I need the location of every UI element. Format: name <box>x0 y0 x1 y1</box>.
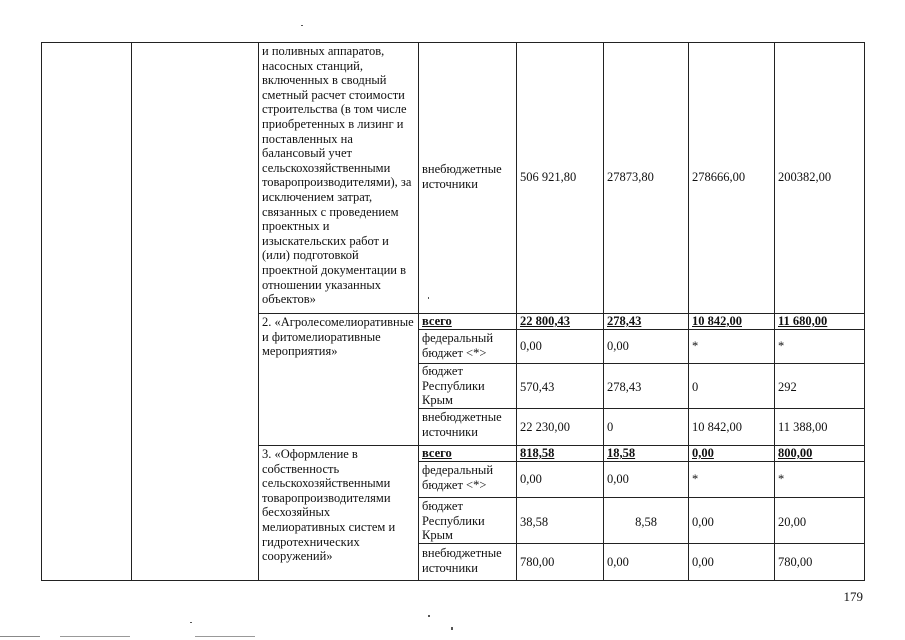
value-year-1: 8,58 <box>635 515 657 529</box>
table-border <box>131 42 132 581</box>
value-total: 0,00 <box>520 472 542 486</box>
value-year-3: * <box>778 472 785 486</box>
value-total: 570,43 <box>520 380 555 394</box>
value-year-3: 292 <box>778 380 797 394</box>
funding-source: федеральный бюджет <*> <box>422 331 494 360</box>
table-border <box>418 408 865 409</box>
value-year-1: 0 <box>607 420 614 434</box>
table-border <box>418 461 865 462</box>
value-total: 506 921,80 <box>520 170 577 184</box>
value-year-1: 27873,80 <box>607 170 654 184</box>
activity-title: 3. «Оформление в собственность сельскохозяйственными товаропроизводителями бесхозяйных мелиоративных систем и гидротехнических сооружений» <box>262 447 396 564</box>
value-year-3: * <box>778 339 785 353</box>
value-total: 22 230,00 <box>520 420 570 434</box>
value-total: 780,00 <box>520 555 555 569</box>
value-year-2: * <box>692 472 699 486</box>
table-border <box>418 543 865 544</box>
scan-speck <box>0 636 40 637</box>
value-year-2: 0,00 <box>692 446 714 460</box>
value-year-2: 278666,00 <box>692 170 746 184</box>
scan-speck <box>60 636 130 637</box>
value-year-3: 800,00 <box>778 446 813 460</box>
scan-speck <box>451 627 453 630</box>
value-year-1: 278,43 <box>607 314 642 328</box>
funding-source: внебюджетные источники <box>422 162 502 191</box>
table-border <box>516 42 517 581</box>
table-border <box>688 42 689 581</box>
table-border <box>603 42 604 581</box>
value-year-1: 0,00 <box>607 339 629 353</box>
funding-source: внебюджетные источники <box>422 546 502 575</box>
value-year-2: 0,00 <box>692 515 714 529</box>
table-border <box>418 329 865 330</box>
table-border <box>41 580 865 581</box>
value-year-2: * <box>692 339 699 353</box>
value-year-3: 780,00 <box>778 555 813 569</box>
value-year-1: 278,43 <box>607 380 642 394</box>
value-year-1: 0,00 <box>607 472 629 486</box>
value-total: 22 800,43 <box>520 314 570 328</box>
funding-source: бюджет Республики Крым <box>422 364 485 408</box>
value-year-2: 10 842,00 <box>692 420 742 434</box>
scan-speck <box>301 25 303 26</box>
value-year-2: 0,00 <box>692 555 714 569</box>
activity-description: и поливных аппаратов, насосных станций, включенных в сводный сметный расчет стоимости строительства (в том числе приобретенных в лизинг и поставленных на балансовый учет сельскохозяйственными товаропроизводителями), за исключением затрат, связанных с проведением проектных и изыскательских работ и (или) подготовкой проектной документации в отношении указанных объектов» <box>262 44 412 307</box>
table-border <box>864 42 865 581</box>
value-year-1: 0,00 <box>607 555 629 569</box>
activity-title: 2. «Агролесомелиоративные и фитомелиоративные мероприятия» <box>262 315 414 359</box>
value-year-2: 10 842,00 <box>692 314 742 328</box>
value-total: 818,58 <box>520 446 555 460</box>
value-total: 0,00 <box>520 339 542 353</box>
value-total: 38,58 <box>520 515 549 529</box>
table-border <box>41 42 42 581</box>
table-border <box>418 497 865 498</box>
funding-source: внебюджетные источники <box>422 410 502 439</box>
table-border <box>774 42 775 581</box>
value-year-3: 20,00 <box>778 515 807 529</box>
value-year-2: 0 <box>692 380 699 394</box>
funding-source: всего <box>422 446 452 460</box>
value-year-3: 200382,00 <box>778 170 832 184</box>
scan-speck <box>428 297 429 299</box>
scan-speck <box>195 636 255 637</box>
page-number: 179 <box>843 589 863 604</box>
scan-speck <box>190 622 192 623</box>
funding-source: всего <box>422 314 452 328</box>
funding-source: бюджет Республики Крым <box>422 499 485 543</box>
scan-speck <box>428 615 430 617</box>
value-year-3: 11 680,00 <box>778 314 828 328</box>
funding-source: федеральный бюджет <*> <box>422 463 494 492</box>
value-year-3: 11 388,00 <box>778 420 828 434</box>
table-border <box>41 42 865 43</box>
value-year-1: 18,58 <box>607 446 636 460</box>
